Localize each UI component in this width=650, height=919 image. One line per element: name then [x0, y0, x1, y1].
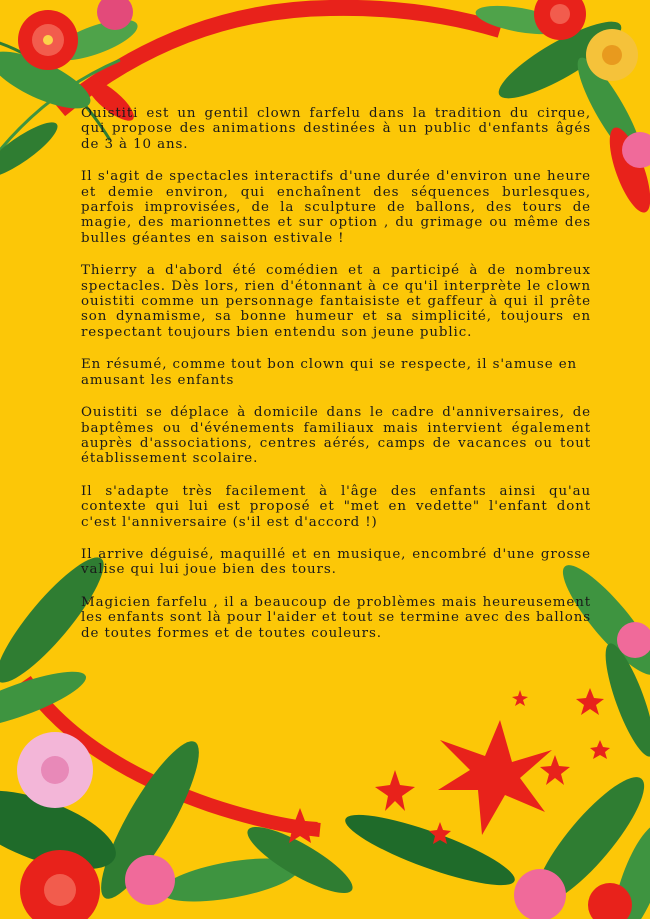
big-red-star [438, 720, 552, 835]
paragraph-thierry: Thierry a d'abord été comédien et a participé à de nombreux spectacles. Dès lors, rien d'étonnant à ce qu'il interprète le clown ouistiti comme un personnage fantaisiste et gaffeur à qui il prête son dynamisme, sa bonne humeur et sa simplicité, toujours en respectant toujours bien entendu son jeune public. [81, 263, 591, 340]
paragraph-magician: Magicien farfelu , il a beaucoup de problèmes mais heureusement les enfants sont là pour l'aider et tout se termine avec des ballons de toutes formes et de toutes couleurs. [81, 594, 591, 641]
red-stars [282, 688, 610, 844]
paragraph-venues: Ouistiti se déplace à domicile dans le cadre d'anniversaires, de baptêmes ou d'événements familiaux mais intervient également auprès d'associations, centres aérés, camps de vacances ou tout établissement scolaire. [81, 405, 591, 467]
paragraph-intro: Ouistiti est un gentil clown farfelu dans la tradition du cirque, qui propose des animations destinées à un public d'enfants âgés de 3 à 10 ans. [81, 106, 591, 152]
paragraph-arrival: Il arrive déguisé, maquillé et en musique, encombré d'une grosse valise qui lui joue bien des tours. [81, 546, 591, 578]
paragraph-summary: En résumé, comme tout bon clown qui se respecte, il s'amuse en amusant les enfants [81, 357, 578, 388]
description-text [81, 106, 591, 658]
paragraph-shows: Il s'agit de spectacles interactifs d'une durée d'environ une heure et demie environ, qui enchaînent des séquences burlesques, parfois improvisées, de la sculpture de ballons, des tours de magie, des marionnettes et sur option , du grimage ou même des bulles géantes en saison estivale ! [81, 169, 591, 246]
paragraph-adapts: Il s'adapte très facilement à l'âge des enfants ainsi qu'au contexte qui lui est proposé et "met en vedette" l'enfant dont c'est l'anniversaire (s'il est d'accord !) [81, 483, 591, 530]
